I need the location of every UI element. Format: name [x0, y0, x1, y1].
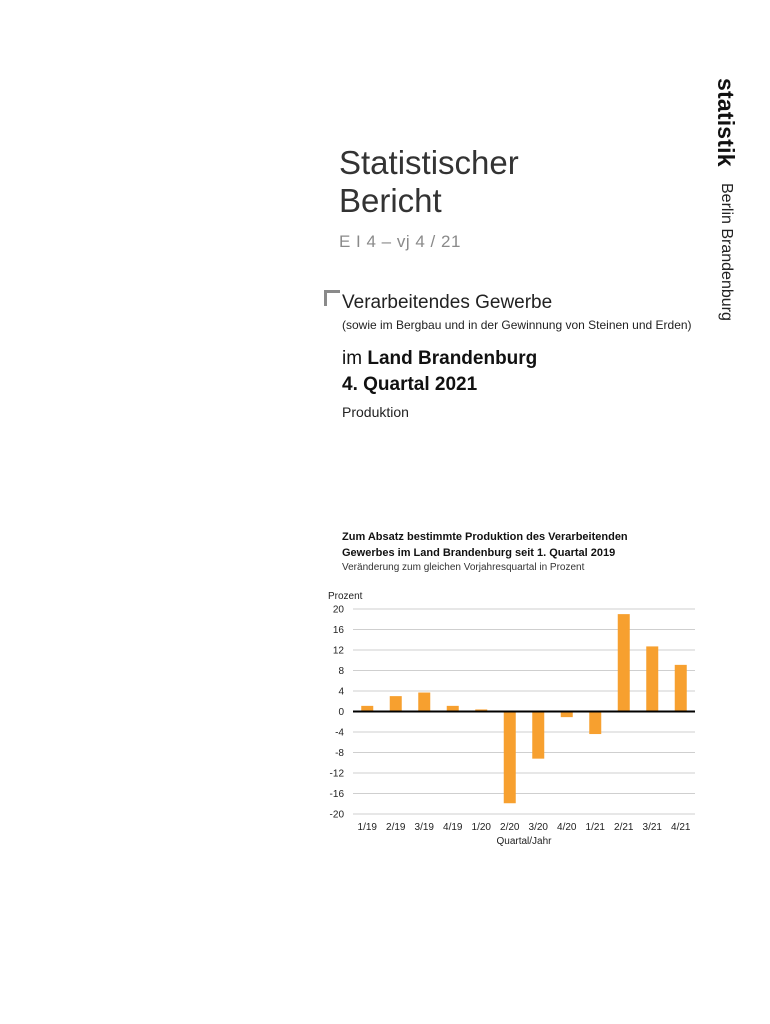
bar: [618, 614, 630, 711]
x-tick-label: 4/19: [443, 822, 463, 833]
y-tick-label: 12: [332, 645, 344, 657]
brand-name: statistik: [713, 78, 739, 167]
brand-region: Berlin Brandenburg: [718, 183, 735, 322]
x-tick-label: 4/20: [557, 822, 577, 833]
x-tick-label: 2/20: [500, 822, 520, 833]
x-tick-label: 3/19: [414, 822, 434, 833]
x-tick-label: 3/20: [528, 822, 548, 833]
region-name: Land Brandenburg: [367, 348, 538, 369]
y-tick-label: 0: [338, 707, 344, 718]
bar: [646, 646, 658, 711]
x-tick-label: 1/19: [357, 822, 377, 833]
x-tick-label: 1/21: [585, 822, 605, 833]
chart-title: Zum Absatz bestimmte Produktion des Verarbeitenden Gewerbes im Land Brandenburg seit 1. Quartal 2019: [342, 531, 628, 559]
y-tick-label: -12: [329, 768, 344, 780]
region-prefix: im: [342, 348, 363, 369]
bar: [504, 712, 516, 804]
y-tick-label: -16: [329, 789, 344, 800]
report-topic: Produktion: [342, 404, 409, 420]
x-tick-label: 1/20: [471, 822, 491, 833]
bar: [589, 712, 601, 735]
corner-bracket-icon: [324, 290, 340, 306]
report-period: 4. Quartal 2021: [342, 374, 478, 395]
y-tick-label: -4: [335, 727, 344, 739]
region-line: [342, 348, 537, 370]
bar: [532, 712, 544, 759]
report-code: E I 4 – vj 4 / 21: [339, 232, 461, 251]
brand-vertical: [712, 78, 739, 321]
y-tick-label: 8: [338, 666, 344, 677]
bar-chart: [320, 585, 710, 875]
subject-heading: Verarbeitendes Gewerbe: [342, 292, 553, 313]
bar: [418, 693, 430, 712]
y-axis-label: Prozent: [328, 591, 363, 602]
x-tick-label: 2/19: [386, 822, 406, 833]
x-axis-label: Quartal/Jahr: [496, 836, 552, 847]
y-tick-label: 4: [338, 686, 344, 698]
y-tick-label: 20: [332, 604, 344, 616]
report-title-line2: Bericht: [339, 182, 442, 219]
x-tick-label: 4/21: [671, 822, 691, 833]
subject-note: (sowie im Bergbau und in der Gewinnung von Steinen und Erden): [342, 318, 692, 332]
y-tick-label: -20: [329, 809, 344, 821]
bar: [390, 696, 402, 711]
y-tick-label: 16: [332, 625, 344, 636]
report-title-line1: Statistischer: [339, 144, 519, 181]
report-title: [339, 144, 519, 220]
x-tick-label: 3/21: [642, 822, 662, 833]
chart-subtitle: Veränderung zum gleichen Vorjahresquartal in Prozent: [342, 562, 585, 573]
y-tick-label: -8: [335, 748, 344, 759]
x-tick-label: 2/21: [614, 822, 634, 833]
bar: [675, 665, 687, 712]
